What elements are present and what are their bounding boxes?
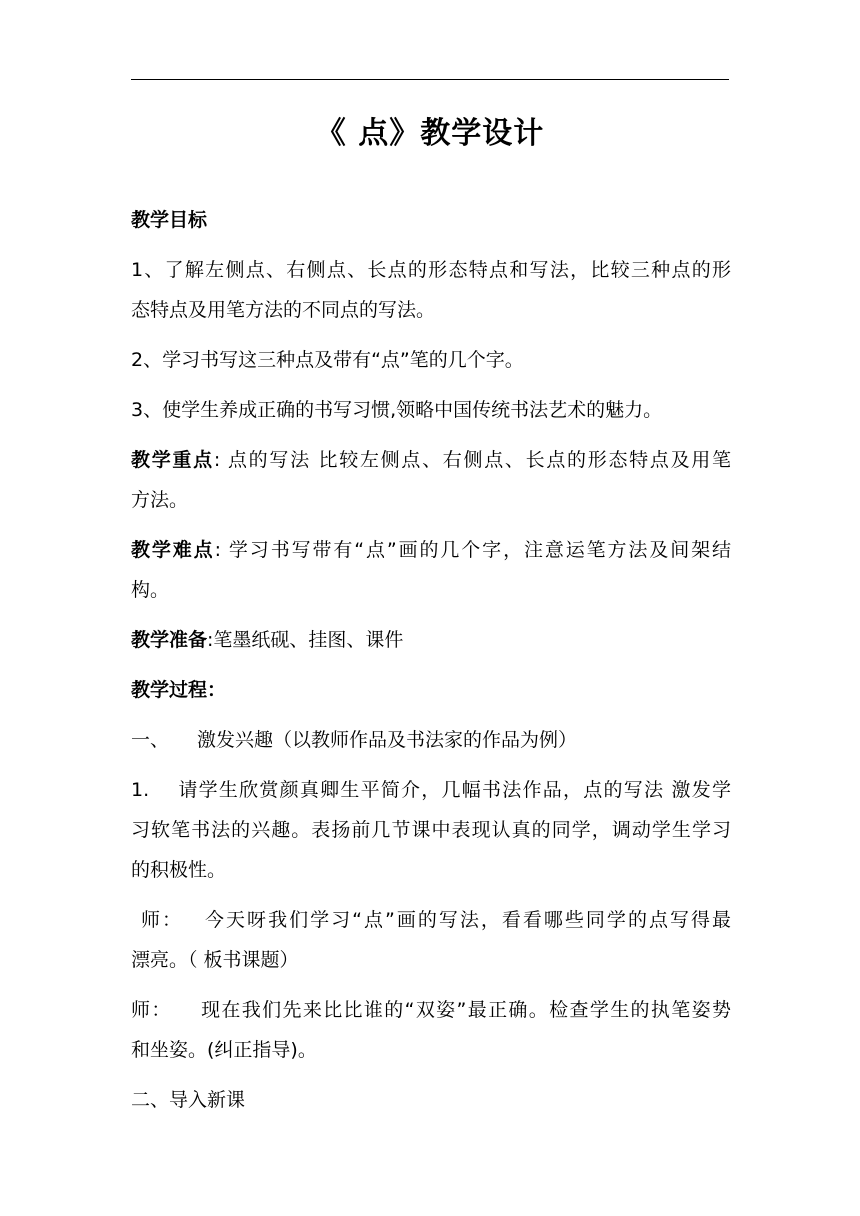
item-1-line-3: 的积极性。 [131,859,227,881]
section-1-text: 激发兴趣（以教师作品及书法家的作品为例） [197,729,578,751]
key-points-line-1 [131,440,731,480]
preparation-label: 教学准备 [131,629,208,651]
goal-1-line-1: 1、了解左侧点、右侧点、长点的形态特点和写法，比较三种点的形 [131,259,731,281]
header-rule [131,79,729,80]
section-2-heading: 二、导入新课 [131,1089,246,1111]
item-1-text: 请学生欣赏颜真卿生平简介，几幅书法作品，点的写法 激发学 [177,779,731,801]
item-1-line-2: 习软笔书法的兴趣。表扬前几节课中表现认真的同学，调动学生学习 [131,819,731,841]
teacher-2-label: 师： [131,999,172,1021]
item-1-number: 1. [131,779,150,801]
key-points-text: : 点的写法 比较左侧点、右侧点、长点的形态特点及用笔 [213,449,731,471]
preparation-text: :笔墨纸砚、挂图、课件 [207,629,404,651]
goal-3: 3、使学生养成正确的书写习惯,领略中国传统书法艺术的魅力。 [131,399,663,421]
item-1-line-1 [131,770,731,810]
teacher-2-text: 现在我们先来比比谁的“双姿”最正确。检查学生的执笔姿势 [199,999,731,1021]
document-body [131,200,731,1120]
goals-heading: 教学目标 [131,209,208,231]
goal-2: 2、学习书写这三种点及带有“点”笔的几个字。 [131,349,524,371]
teacher-1-text: 今天呀我们学习“点”画的写法，看看哪些同学的点写得最 [203,909,731,931]
teacher-1-line-1 [131,900,731,940]
teacher-2-line-1 [131,990,731,1030]
teacher-1-line-2: 漂亮。（ 板书课题） [131,949,299,971]
document-title: 《 点》教学设计 [315,116,545,151]
preparation-line [131,620,731,660]
key-points-label: 教学重点 [131,449,214,471]
section-1-heading [131,720,731,760]
process-heading: 教学过程： [131,679,227,701]
difficulty-line-2: 构。 [131,579,170,601]
difficulty-line-1 [131,530,731,570]
teacher-1-label: 师： [141,909,184,931]
goal-1-line-2: 态特点及用笔方法的不同点的写法。 [131,299,436,321]
key-points-line-2: 方法。 [131,489,189,511]
difficulty-text: : 学习书写带有“点”画的几个字，注意运笔方法及间架结 [214,539,731,561]
section-1-number: 一、 [131,729,170,751]
difficulty-label: 教学难点 [131,539,215,561]
teacher-2-line-2: 和坐姿。(纠正指导)。 [131,1039,317,1061]
